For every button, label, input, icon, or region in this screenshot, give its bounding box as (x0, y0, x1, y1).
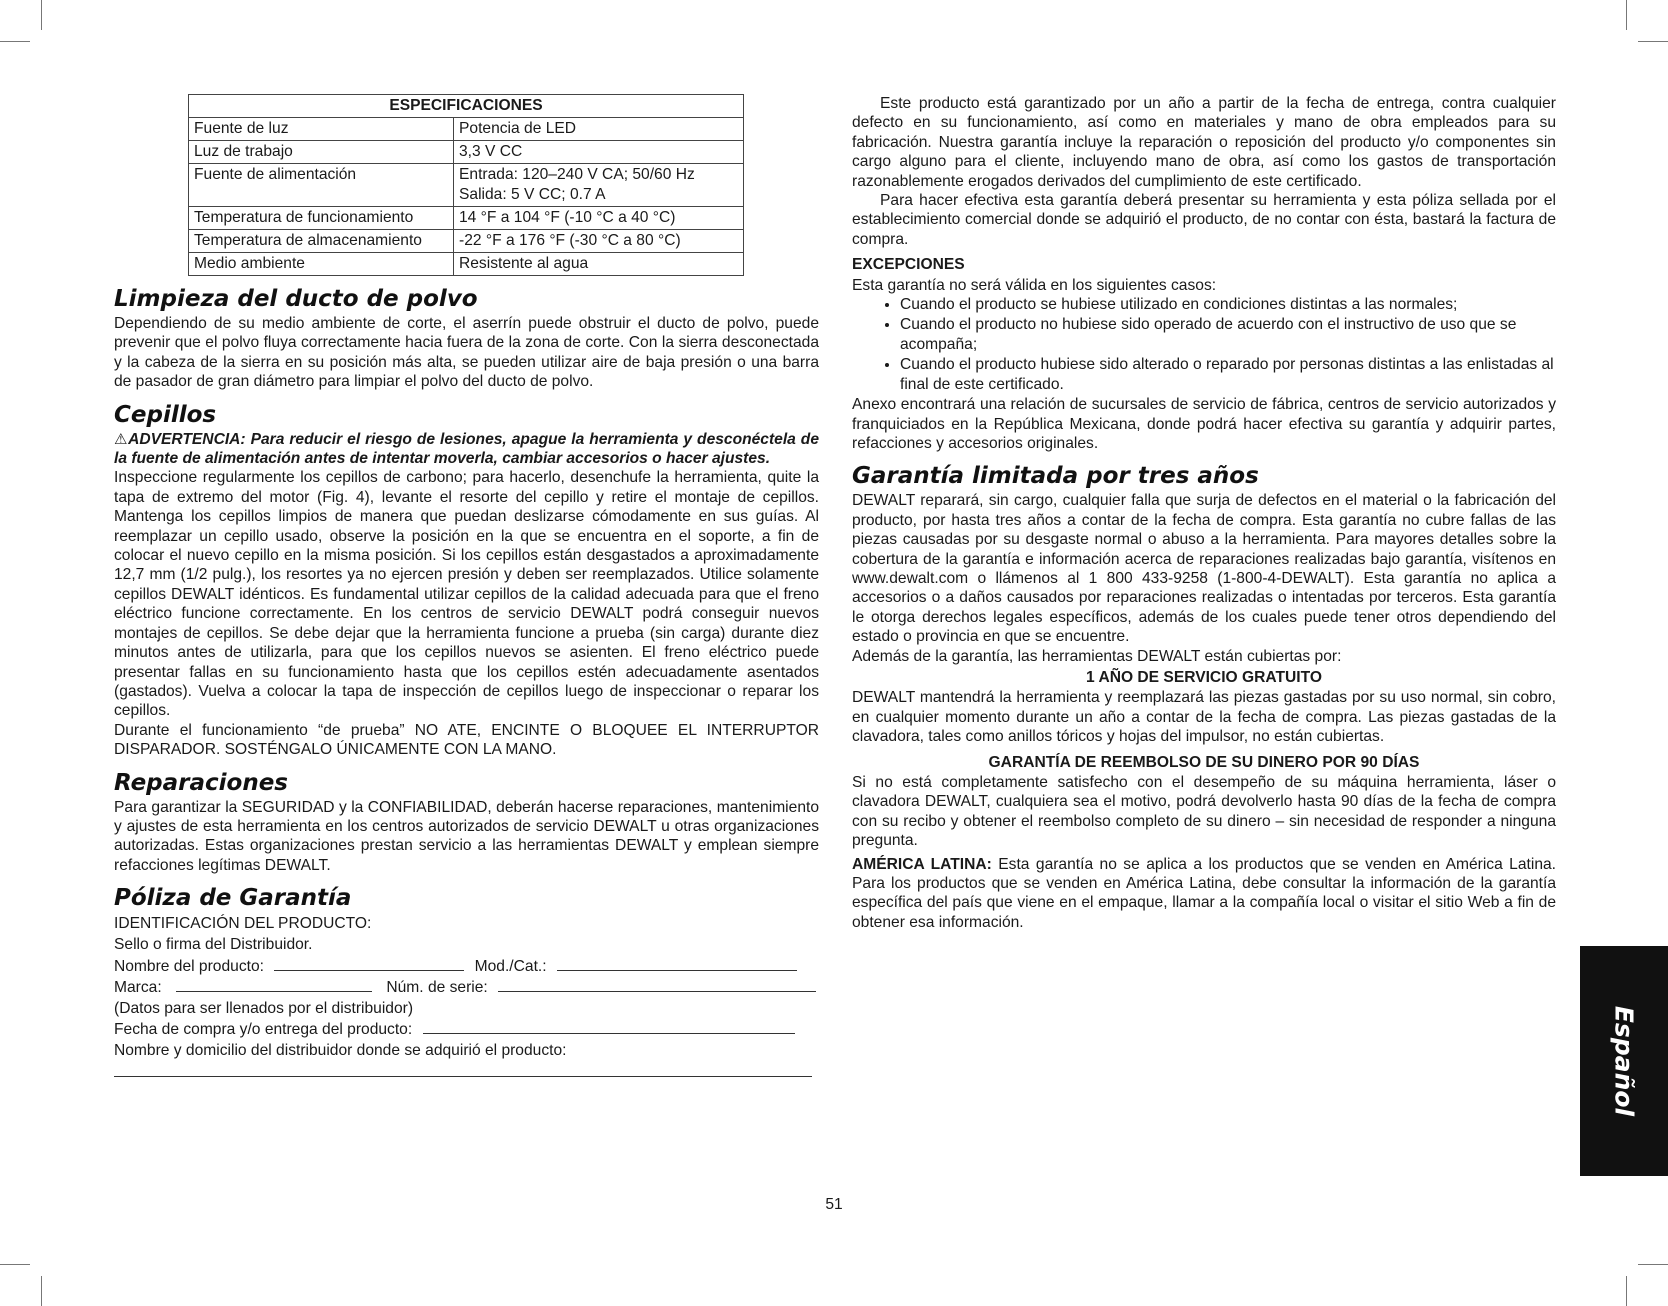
spec-label: Temperatura de funcionamiento (189, 207, 454, 230)
serial-number-field[interactable] (498, 977, 816, 992)
paragraph: Durante el funcionamiento “de prueba” NO ATE, ENCINTE O BLOQUEE EL INTERRUPTOR DISPARADOR. SOSTÉNGALO ÚNICAMENTE CON LA MANO. (114, 721, 819, 759)
crop-mark (41, 1276, 42, 1306)
form-line (114, 1019, 819, 1040)
crop-mark (41, 0, 42, 30)
form-line (114, 956, 819, 977)
table-row (189, 207, 744, 230)
paragraph: Si no está completamente satisfecho con el desempeño de su máquina herramienta, láser o clavadora DEWALT, cualquiera sea el motivo, podrá devolverlo hasta 90 días de la fecha de compra con su recibo y obtener el reembolso completo de su dinero – sin necesidad de responder a ninguna pregunta. (852, 774, 1556, 850)
crop-mark (1626, 0, 1627, 30)
list-item: • Cuando el producto no hubiese sido operado de acuerdo con el instructivo de uso que se acompaña; (900, 315, 1556, 354)
field-label: Núm. de serie: (386, 978, 488, 996)
spec-value-cell (454, 164, 744, 207)
specifications-table (188, 94, 744, 276)
field-label: Nombre del producto: (114, 957, 264, 975)
crop-mark (1638, 41, 1668, 42)
paragraph: DEWALT mantendrá la herramienta y reemplazará las piezas gastadas por su uso normal, sin cobro, en cualquier momento durante un año a contar de la fecha de compra. Las piezas gastadas de la clavadora, tales como anillos tóricos y hojas del impulsor, no están cubiertas. (852, 689, 1556, 746)
servicio-gratuito-heading: 1 AÑO DE SERVICIO GRATUITO (1086, 668, 1322, 686)
brand-field[interactable] (176, 977, 372, 992)
warning-message: ADVERTENCIA: Para reducir el riesgo de lesiones, apague la herramienta y desconéctela de la fuente de alimentación antes de intentar moverla, cambiar accesorios o hacer ajustes. (114, 430, 819, 468)
list-item: • Cuando el producto hubiese sido alterado o reparado por personas distintas a las enlistadas al final de este certificado. (900, 355, 1556, 394)
left-column (114, 94, 819, 1083)
spec-value: Resistente al agua (454, 253, 744, 276)
spec-value: Potencia de LED (454, 118, 744, 141)
warning-text (114, 430, 819, 469)
warning-triangle-icon: ⚠ (114, 430, 129, 448)
paragraph: Esta garantía no será válida en los siguientes casos: (852, 276, 1217, 294)
form-line (114, 1062, 819, 1083)
paragraph: Además de la garantía, las herramientas DEWALT están cubiertas por: (852, 647, 1342, 665)
spec-value: 3,3 V CC (454, 141, 744, 164)
right-column (852, 94, 1556, 932)
spec-value: Salida: 5 V CC; 0.7 A (459, 186, 606, 203)
spec-label: Temperatura de almacenamiento (189, 230, 454, 253)
model-field[interactable] (557, 956, 797, 971)
language-tab-label: Español (1609, 1005, 1639, 1117)
spec-label: Medio ambiente (189, 253, 454, 276)
paragraph: Dependiendo de su medio ambiente de corte, el aserrín puede obstruir el ducto de polvo, puede prevenir que el polvo fluya correctamente hacia fuera de la zona de corte. Con la sierra desconectada y la cabeza de la sierra en su posición más alta, se pueden utilizar aire de baja presión o una barra de pasador de gran diámetro para limpiar el polvo del ducto de polvo. (114, 315, 819, 391)
paragraph: Para hacer efectiva esta garantía deberá presentar su herramienta y esta póliza sellada por el establecimiento comercial donde se adquirió el producto, de no contar con ésta, bastará la factura de compra. (852, 192, 1556, 248)
specifications-title: ESPECIFICACIONES (189, 95, 744, 118)
paragraph: DEWALT reparará, sin cargo, cualquier falla que surja de defectos en el material o la fabricación del producto, por hasta tres años a contar de la fecha de compra. Esta garantía no cubre fallas de las piezas causadas por su desgaste normal o abuso a la herramienta. Para mayores detalles sobre la cobertura de la garantía e información acerca de reparaciones realizadas bajo garantía, visítenos en www.dewalt.com o llámenos al 1 800 433-9258 (1-800-4-DEWALT). Esta garantía no aplica a accesorios o a daños causados por reparaciones realizadas o intentadas por terceros. Esta garantía le otorga derechos legales específicos, además de los cuales puede tener otros dependiendo del estado o provincia en que se encuentre. (852, 492, 1556, 646)
crop-mark (0, 1264, 30, 1265)
form-line: (Datos para ser llenados por el distribuidor) (114, 999, 414, 1017)
list-item: • Cuando el producto se hubiese utilizado en condiciones distintas a las normales; (900, 295, 1556, 314)
table-row (189, 230, 744, 253)
section-heading-poliza: Póliza de Garantía (114, 885, 352, 912)
america-latina-lead: AMÉRICA LATINA: (852, 855, 992, 873)
spec-label: Fuente de alimentación (189, 164, 454, 207)
form-line: Nombre y domicilio del distribuidor donde se adquirió el producto: (114, 1042, 567, 1060)
spec-value: -22 °F a 176 °F (-30 °C a 80 °C) (454, 230, 744, 253)
table-row (189, 253, 744, 276)
spec-label: Fuente de luz (189, 118, 454, 141)
section-heading-reparaciones: Reparaciones (114, 769, 288, 796)
crop-mark (1638, 1264, 1668, 1265)
paragraph: Para garantizar la SEGURIDAD y la CONFIABILIDAD, deberán hacerse reparaciones, mantenimiento y ajustes de esta herramienta en los centros autorizados de servicio DEWALT u otras organizaciones autorizadas. Estas organizaciones prestan servicio a las herramientas DEWALT y emplean siempre refacciones legítimas DEWALT. (114, 798, 819, 874)
spec-value: 14 °F a 104 °F (-10 °C a 40 °C) (454, 207, 744, 230)
section-heading-cepillos: Cepillos (114, 401, 217, 428)
section-heading-limpieza: Limpieza del ducto de polvo (114, 286, 478, 312)
table-row (189, 118, 744, 141)
table-row (189, 164, 744, 207)
form-line (114, 977, 819, 998)
paragraph: Inspeccione regularmente los cepillos de carbono; para hacerlo, desenchufe la herramienta, quite la tapa de extremo del motor (Fig. 4), levante el resorte del cepillo y retire el montaje de cepillos. Mantenga los cepillos limpios de manera que puedan deslizarse cómodamente en sus guías. Al reemplazar un cepillo usado, observe la posición en la que se encuentra en el soporte, a fin de colocar el nuevo cepillo en la misma posición. Si los cepillos están desgastados a aproximadamente 12,7 mm (1/2 pulg.), los resortes ya no ejercen presión y deben ser reemplazados. Utilice solamente cepillos DEWALT idénticos. Es fundamental utilizar cepillos de la calidad adecuada para que el freno eléctrico funcione correctamente. En los centros de servicio DEWALT podrá conseguir nuevos montajes de cepillos. Se debe dejar que la herramienta funcione a prueba (sin carga) durante diez minutos antes de utilizarla, para que los cepillos nuevos se asienten. El freno eléctrico puede presentar fallas en su funcionamiento hasta que los cepillos estén adecuadamente asentados (gastados). Vuelva a colocar la tapa de inspección de cepillos luego de inspeccionar o reparar los cepillos. (114, 469, 819, 720)
reembolso-heading: GARANTÍA DE REEMBOLSO DE SU DINERO POR 90 DÍAS (988, 753, 1420, 771)
form-line: IDENTIFICACIÓN DEL PRODUCTO: (114, 915, 372, 933)
paragraph: Anexo encontrará una relación de sucursales de servicio de fábrica, centros de servicio autorizados y franquiciados en la República Mexicana, donde podrá hacer efectiva su garantía y adquirir partes, refacciones y accesorios originales. (852, 396, 1556, 452)
paragraph: Este producto está garantizado por un año a partir de la fecha de entrega, contra cualquier defecto en su funcionamiento, así como en materiales y mano de obra empleados para su fabricación. Nuestra garantía incluye la reparación o reposición del producto y/o componentes sin cargo alguno para el cliente, incluyendo mano de obra, así como los gastos de transportación razonablemente erogados derivados del cumplimiento de este certificado. (852, 95, 1556, 190)
paragraph-america-latina (852, 855, 1556, 933)
field-label: Mod./Cat.: (474, 957, 547, 975)
table-row (189, 141, 744, 164)
section-heading-garantia-tres: Garantía limitada por tres años (852, 463, 1259, 490)
field-label: Fecha de compra y/o entrega del producto: (114, 1021, 413, 1039)
page-number: 51 (825, 1196, 843, 1213)
purchase-date-field[interactable] (423, 1019, 795, 1034)
distributor-address-field[interactable] (114, 1062, 812, 1077)
field-label: Marca: (114, 978, 162, 996)
america-latina-text: Esta garantía no se aplica a los productos que se venden en América Latina. Para los productos que se venden en América Latina, debe consultar la información de la garantía específica del país que viene en el empaque, llamar a la compañía local o visitar el sitio Web a fin de obtener esa información. (852, 855, 1557, 931)
spec-label: Luz de trabajo (189, 141, 454, 164)
crop-mark (1626, 1276, 1627, 1306)
exceptions-list (852, 295, 1556, 394)
crop-mark (0, 41, 30, 42)
form-line: Sello o firma del Distribuidor. (114, 936, 313, 954)
excepciones-heading: EXCEPCIONES (852, 256, 965, 274)
spec-value: Entrada: 120–240 V CA; 50/60 Hz (459, 166, 695, 183)
product-name-field[interactable] (274, 956, 464, 971)
